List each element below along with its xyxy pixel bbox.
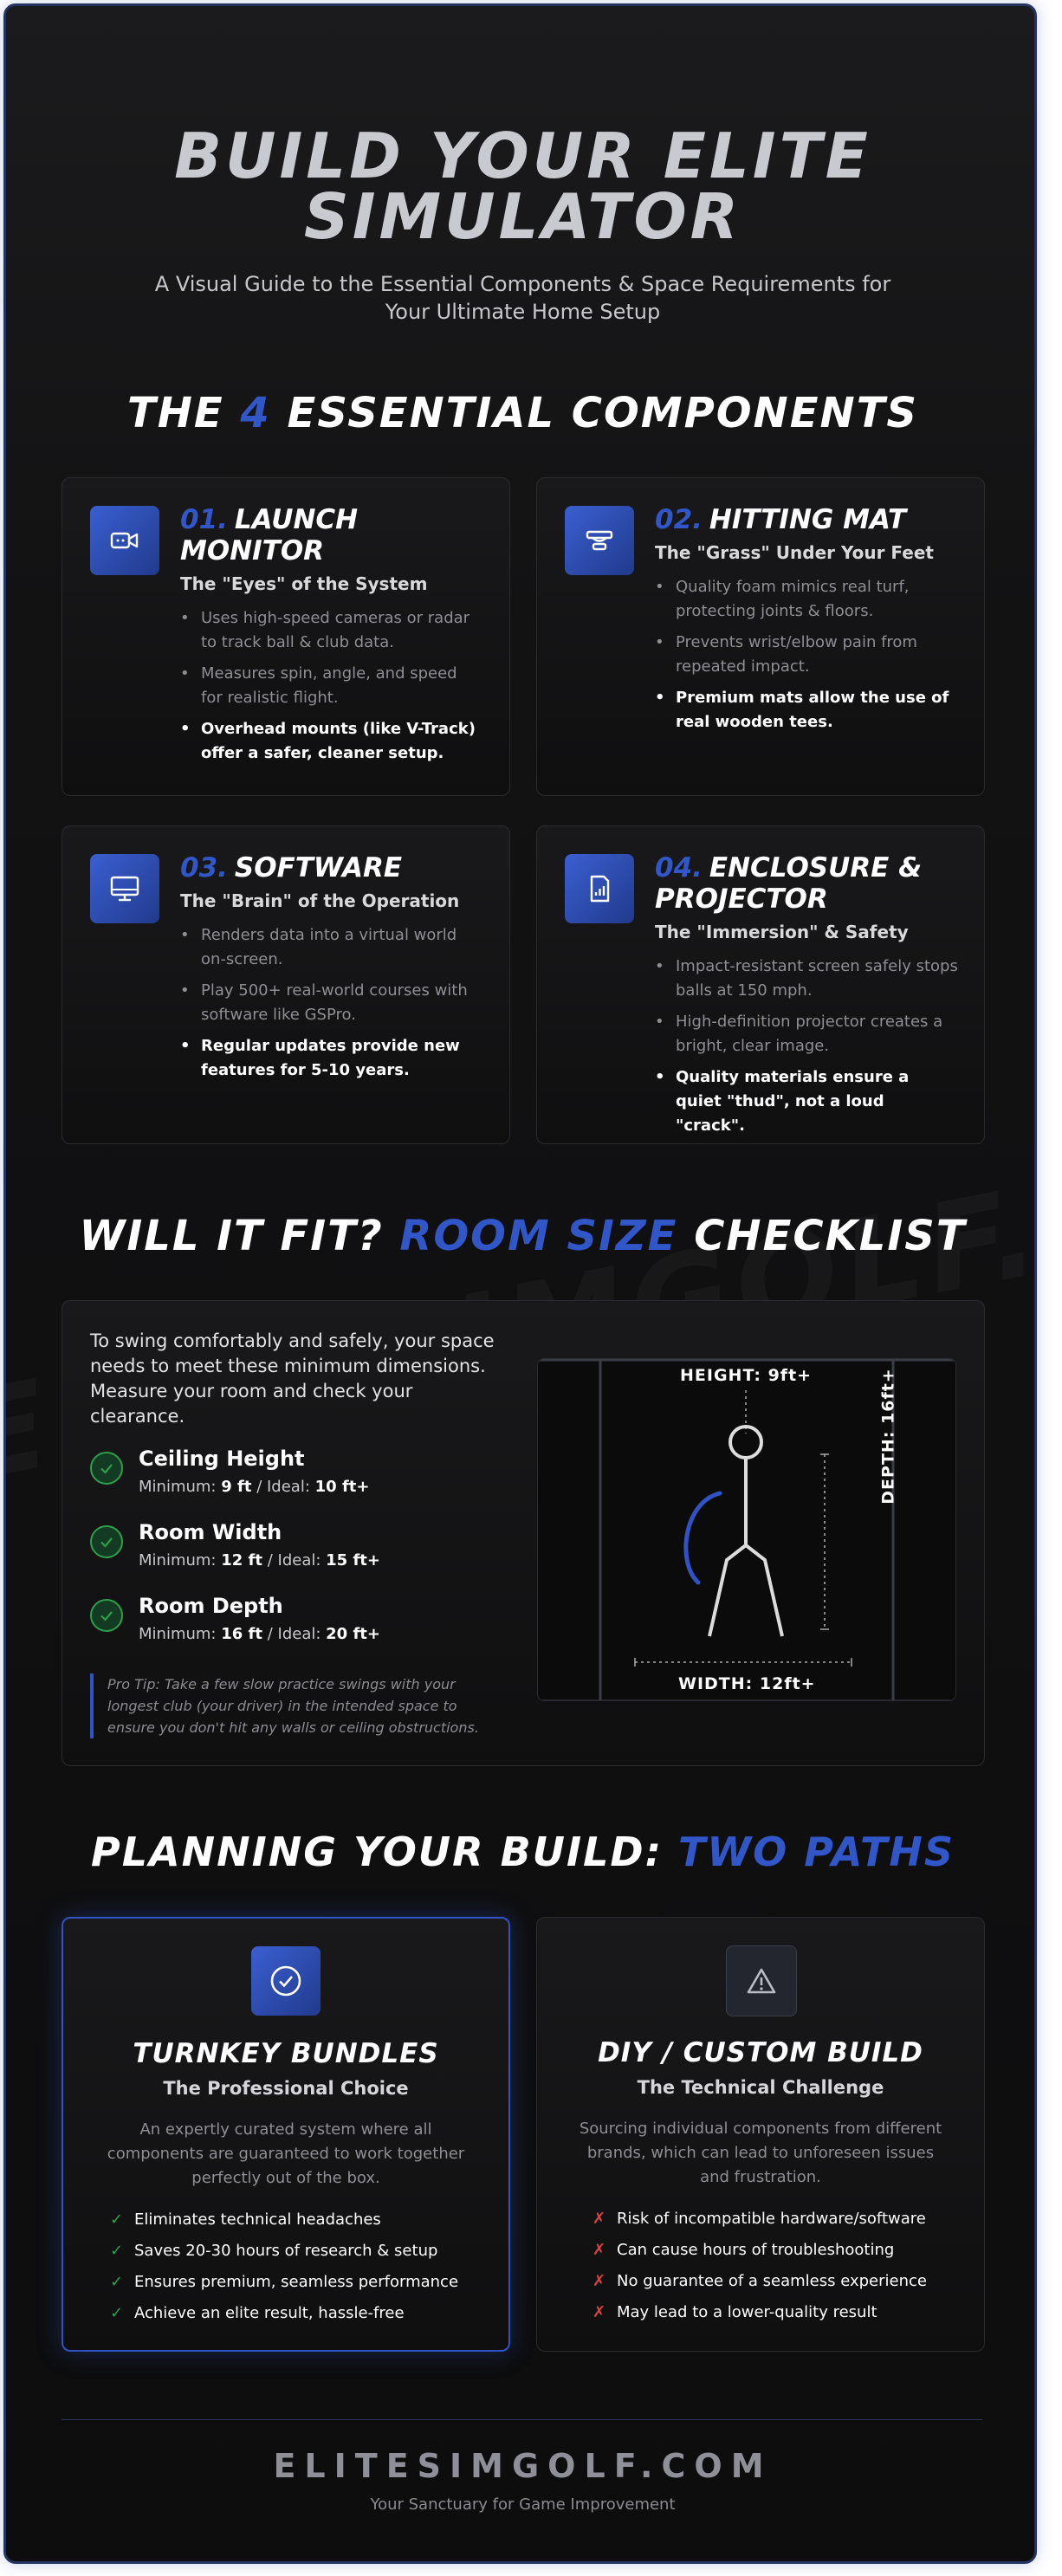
diy-risks bbox=[593, 2204, 958, 2328]
component-subtitle: The "Grass" Under Your Feet bbox=[655, 542, 934, 563]
bullet-highlight: • Regular updates provide new features for 5-10 years. bbox=[201, 1034, 483, 1083]
diy-card bbox=[536, 1917, 985, 2352]
bullet: • Impact-resistant screen safely stops balls at 150 mph. bbox=[676, 955, 958, 1003]
paths-title bbox=[6, 1828, 1037, 1875]
risk-item: ✗ Risk of incompatible hardware/software bbox=[593, 2204, 958, 2235]
component-bullets bbox=[180, 923, 483, 1083]
component-subtitle: The "Eyes" of the System bbox=[180, 573, 428, 594]
check-icon bbox=[90, 1525, 123, 1558]
turnkey-subtitle: The Professional Choice bbox=[163, 2078, 409, 2099]
bullet: • Uses high-speed cameras or radar to track ball & club data. bbox=[201, 606, 483, 655]
turnkey-description: An expertly curated system where all components are guaranteed to work together perfectly out of the box. bbox=[107, 2120, 465, 2187]
diy-title: DIY / CUSTOM BUILD bbox=[598, 2037, 923, 2068]
component-bullets bbox=[180, 606, 483, 766]
risk-item: ✗ Can cause hours of troubleshooting bbox=[593, 2235, 958, 2266]
infographic-page bbox=[3, 3, 1037, 2564]
check-circle-icon bbox=[251, 1946, 321, 2016]
bullet-highlight: • Overhead mounts (like V-Track) offer a safer, cleaner setup. bbox=[201, 717, 483, 766]
room-title-accent: ROOM SIZE bbox=[399, 1212, 678, 1260]
bullet: • Play 500+ real-world courses with software like GSPro. bbox=[201, 979, 483, 1027]
bullet: • Prevents wrist/elbow pain from repeated impact. bbox=[676, 631, 958, 679]
room-checklist-card bbox=[62, 1300, 985, 1766]
hero-title-line2: SIMULATOR bbox=[303, 180, 742, 253]
benefit-item: ✓ Ensures premium, seamless performance bbox=[110, 2267, 482, 2298]
pro-tip: Pro Tip: Take a few slow practice swings with your longest club (your driver) in the intended space to ensure you don't hit any walls or ceiling obstructions. bbox=[90, 1673, 489, 1738]
cross-mark-icon: ✗ bbox=[593, 2303, 606, 2321]
warning-icon bbox=[726, 1945, 797, 2016]
cross-mark-icon: ✗ bbox=[593, 2210, 606, 2228]
component-title: 03. SOFTWARE bbox=[180, 852, 403, 883]
component-title: 02. HITTING MAT bbox=[655, 504, 907, 535]
bullet: • Quality foam mimics real turf, protecting joints & floors. bbox=[676, 575, 958, 624]
check-mark-icon: ✓ bbox=[110, 2210, 124, 2229]
diagram-height-label: HEIGHT: 9ft+ bbox=[680, 1366, 813, 1385]
bullet: • Renders data into a virtual world on-screen. bbox=[201, 923, 483, 972]
footer-brand[interactable]: ELITESIMGOLF.COM bbox=[273, 2447, 773, 2485]
component-card-enclosure bbox=[536, 825, 985, 1144]
hero-title-line1: BUILD YOUR ELITE bbox=[174, 120, 871, 192]
components-title-post: ESSENTIAL COMPONENTS bbox=[287, 389, 918, 437]
risk-item: ✗ No guarantee of a seamless experience bbox=[593, 2266, 958, 2297]
check-mark-icon: ✓ bbox=[110, 2242, 124, 2260]
room-title bbox=[6, 1212, 1037, 1260]
turnkey-title: TURNKEY BUNDLES bbox=[133, 2038, 439, 2069]
component-card-software bbox=[62, 825, 510, 1144]
bullet-highlight: • Quality materials ensure a quiet "thud", not a loud "crack". bbox=[676, 1065, 958, 1138]
component-card-launch-monitor bbox=[62, 477, 510, 796]
room-title-post: CHECKLIST bbox=[694, 1212, 967, 1260]
diy-subtitle: The Technical Challenge bbox=[637, 2077, 884, 2098]
component-bullets bbox=[655, 575, 958, 735]
diy-description: Sourcing individual components from different brands, which can lead to unforeseen issues and frustration. bbox=[579, 2120, 942, 2186]
screen-icon bbox=[565, 854, 634, 923]
bullet: • Measures spin, angle, and speed for realistic flight. bbox=[201, 662, 483, 710]
camera-icon bbox=[90, 506, 159, 575]
diagram-width-label: WIDTH: 12ft+ bbox=[678, 1674, 816, 1693]
bullet-highlight: • Premium mats allow the use of real wooden tees. bbox=[676, 686, 958, 735]
room-diagram bbox=[537, 1358, 956, 1701]
monitor-icon bbox=[90, 854, 159, 923]
bullet: • High-definition projector creates a bright, clear image. bbox=[676, 1010, 958, 1058]
check-values: Minimum: 12 ft / Ideal: 15 ft+ bbox=[139, 1551, 380, 1570]
component-card-hitting-mat bbox=[536, 477, 985, 796]
footer-divider bbox=[62, 2419, 982, 2420]
check-label: Room Width bbox=[139, 1520, 282, 1544]
check-label: Ceiling Height bbox=[139, 1447, 305, 1471]
diagram-depth-label: DEPTH: 16ft+ bbox=[878, 1368, 898, 1505]
footer-tagline: Your Sanctuary for Game Improvement bbox=[370, 2495, 676, 2514]
check-mark-icon: ✓ bbox=[110, 2304, 124, 2322]
benefit-item: ✓ Eliminates technical headaches bbox=[110, 2204, 482, 2236]
components-title-accent: 4 bbox=[240, 389, 271, 437]
hero-subtitle: A Visual Guide to the Essential Components & Space Requirements for Your Ultimate Home Setup bbox=[154, 272, 891, 324]
check-values: Minimum: 9 ft / Ideal: 10 ft+ bbox=[139, 1478, 370, 1496]
room-title-pre: WILL IT FIT? bbox=[79, 1212, 384, 1260]
paths-title-accent: TWO PATHS bbox=[678, 1828, 955, 1875]
room-intro: To swing comfortably and safely, your space needs to meet these minimum dimensions. Measure your room and check your clearance. bbox=[90, 1330, 495, 1427]
benefit-item: ✓ Achieve an elite result, hassle-free bbox=[110, 2298, 482, 2329]
turnkey-card bbox=[62, 1917, 510, 2352]
paths-title-pre: PLANNING YOUR BUILD: bbox=[91, 1828, 664, 1875]
cross-mark-icon: ✗ bbox=[593, 2241, 606, 2259]
component-bullets bbox=[655, 955, 958, 1138]
risk-item: ✗ May lead to a lower-quality result bbox=[593, 2297, 958, 2328]
component-title: 01. LAUNCH MONITOR bbox=[180, 504, 359, 566]
benefit-item: ✓ Saves 20-30 hours of research & setup bbox=[110, 2236, 482, 2267]
component-title: 04. ENCLOSURE & PROJECTOR bbox=[655, 852, 923, 915]
components-title-pre: THE bbox=[127, 389, 224, 437]
check-icon bbox=[90, 1452, 123, 1485]
component-subtitle: The "Immersion" & Safety bbox=[655, 922, 909, 942]
cross-mark-icon: ✗ bbox=[593, 2272, 606, 2290]
hero-title bbox=[6, 120, 1037, 253]
check-mark-icon: ✓ bbox=[110, 2273, 124, 2291]
check-label: Room Depth bbox=[139, 1594, 283, 1618]
component-subtitle: The "Brain" of the Operation bbox=[180, 890, 460, 911]
check-icon bbox=[90, 1599, 123, 1632]
mat-icon bbox=[565, 506, 634, 575]
turnkey-benefits bbox=[110, 2204, 482, 2329]
check-values: Minimum: 16 ft / Ideal: 20 ft+ bbox=[139, 1625, 380, 1643]
components-title bbox=[6, 389, 1037, 437]
